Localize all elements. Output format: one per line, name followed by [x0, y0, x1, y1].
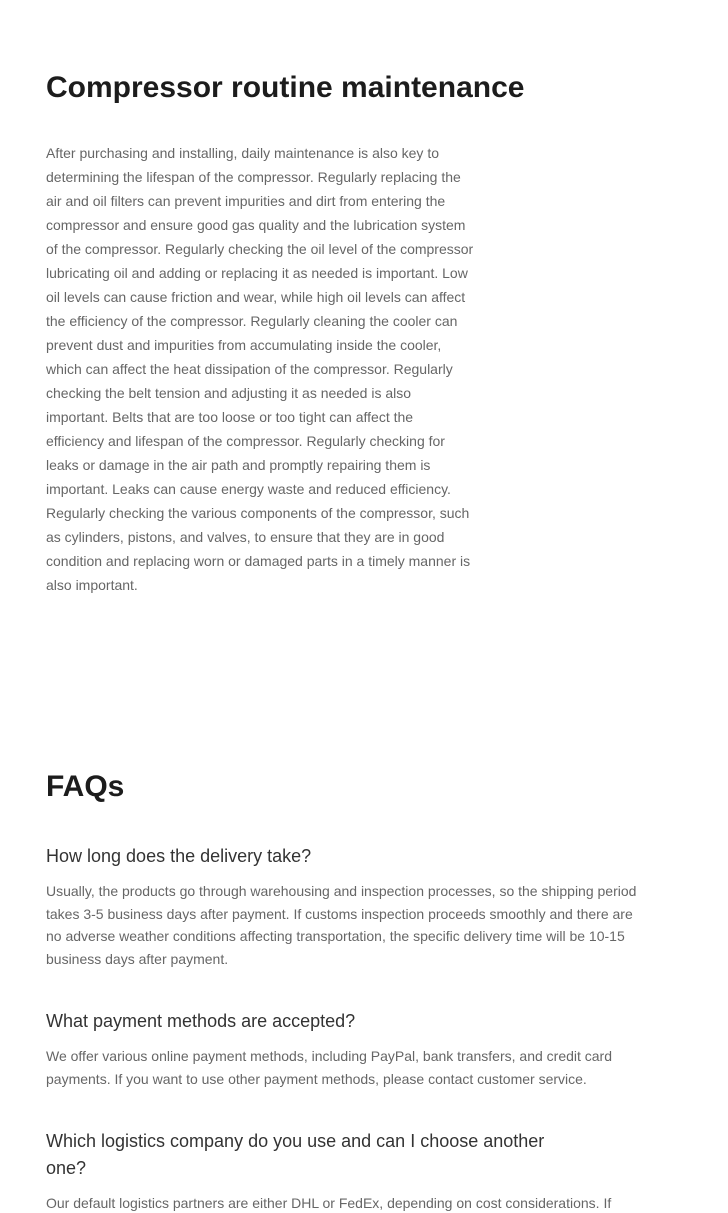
faq-question: How long does the delivery take?: [46, 846, 312, 866]
faqs-section: [46, 769, 728, 1213]
page-title: Compressor routine maintenance: [46, 71, 525, 104]
faq-answer: Our default logistics partners are either DHL or FedEx, depending on cost considerations. If: [46, 1195, 612, 1211]
faq-item: [46, 843, 728, 970]
faq-item: [46, 1008, 728, 1090]
faqs-heading: FAQs: [46, 770, 125, 803]
faq-item: [46, 1128, 728, 1213]
article-paragraph: After purchasing and installing, daily maintenance is also key to determining the lifespan of the compressor. Regularly replacing the air and oil filters can prevent impurities and dirt from entering the compressor and ensure good gas quality and the lubrication system of the compressor. Regularly checking the oil level of the compressor lubricating oil and adding or replacing it as needed is important. Low oil levels can cause friction and wear, while high oil levels can affect the efficiency of the compressor. Regularly cleaning the cooler can prevent dust and impurities from accumulating inside the cooler, which can affect the heat dissipation of the compressor. Regularly checking the belt tension and adjusting it as needed is also important. Belts that are too loose or too tight can affect the efficiency and lifespan of the compressor. Regularly checking for leaks or damage in the air path and promptly repairing them is important. Leaks can cause energy waste and reduced efficiency. Regularly checking the various components of the compressor, such as cylinders, pistons, and valves, to ensure that they are in good condition and replacing worn or damaged parts in a timely manner is also important.: [46, 145, 474, 593]
faq-answer: We offer various online payment methods, including PayPal, bank transfers, and credit card payments. If you want to use other payment methods, please contact customer service.: [46, 1048, 613, 1087]
faq-question: What payment methods are accepted?: [46, 1011, 356, 1031]
faq-answer: Usually, the products go through warehousing and inspection processes, so the shipping period takes 3-5 business days after payment. If customs inspection proceeds smoothly and there are no adverse weather conditions affecting transportation, the specific delivery time will be 10-15 business days after payment.: [46, 883, 637, 967]
faq-question: Which logistics company do you use and can I choose another one?: [46, 1131, 545, 1178]
